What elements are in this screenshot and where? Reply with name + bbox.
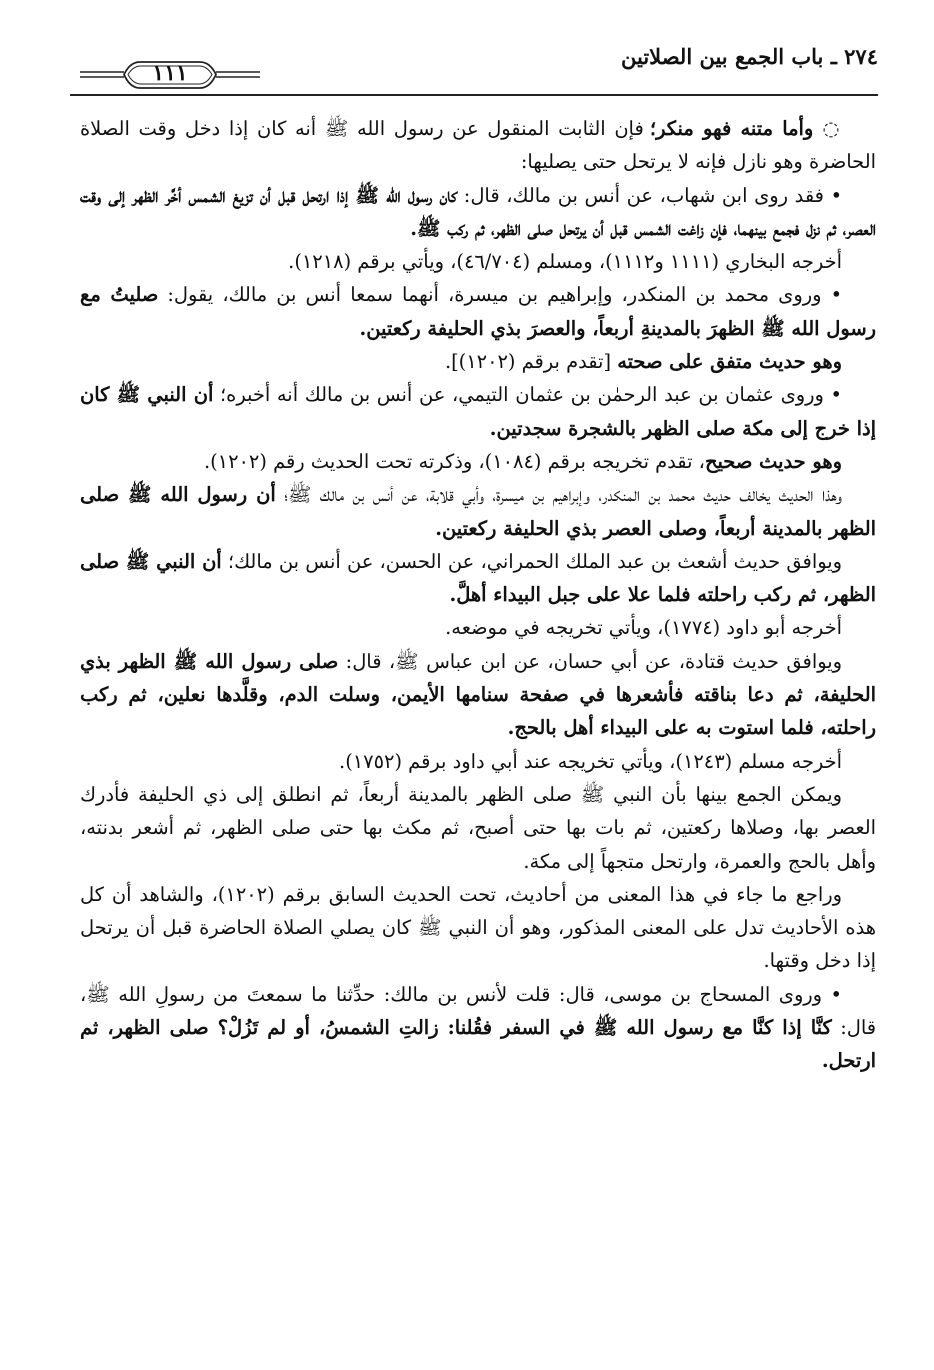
bold-segment: وهو حديث متفق على صحته (617, 350, 842, 374)
text-segment: ، تقدم تخريجه برقم (١٠٨٤)، وذكرته تحت الحديث رقم (١٢٠٢). (203, 449, 705, 473)
text-segment: ويوافق حديث أشعث بن عبد الملك الحمراني، عن الحسن، عن أنس بن مالك؛ (221, 549, 842, 573)
bold-segment: كان رسول الله ﷺ إذا ارتحل قبل أن تزيغ الشمس أخَّر الظهر إلى وقت العصر، ثم نزل فجمع بينهما، فإن زاغت الشمس قبل أن يرتحل صلى الظهر، ثم ركب ﷺ. (80, 183, 876, 240)
paragraph-p7 (80, 445, 876, 478)
page-header (70, 38, 878, 94)
text-segment: • فقد روى ابن شهاب، عن أنس بن مالك، قال: (457, 183, 843, 207)
bold-segment: ◌ وأما متنه فهو منكر؛ (649, 117, 842, 140)
page-number: ١١١ (152, 60, 188, 86)
bold-segment: صلى رسول الله ﷺ الظهر بذي الحليفة، ثم دعا بناقته فأشعرها في صفحة سنامها الأيمن، وسلت الدم، وقلَّدها نعلين، ثم ركب راحلته، فلما استوت به على البيداء أهل بالحج. (80, 649, 876, 740)
text-segment: ويمكن الجمع بينها بأن النبي ﷺ صلى الظهر بالمدينة أربعاً، ثم انطلق إلى ذي الحليفة فأدرك العصر بها، وصلاها ركعتين، ثم بات بها حتى أصبح، ثم مكث بها حتى صلى الظهر، ثم أشعر بدنته، وأهل بالحج والعمرة، وارتحل متجهاً إلى مكة. (80, 782, 876, 873)
text-segment: وهذا الحديث يخالف حديث محمد بن المنكدر، وإبراهيم بن ميسرة، وأبي قلابة، عن أنس بن مالك ﷺ؛ (275, 483, 842, 507)
body-text (80, 112, 876, 1078)
bold-segment: صليتُ مع رسول الله ﷺ الظهرَ بالمدينةِ أربعاً، والعصرَ بذي الحليفة ركعتين. (80, 283, 876, 340)
bold-segment: كنَّا إذا كنَّا مع رسول الله ﷺ في السفر فقُلنا: زالتِ الشمسُ، أو لم تَزُلْ؟ صلى الظهر، ثم ارتحل. (80, 1016, 876, 1073)
bold-segment: أن النبي ﷺ صلى الظهر، ثم ركب راحلته فلما علا على جبل البيداء أهلَّ. (80, 549, 876, 607)
bold-segment: أن النبي ﷺ كان إذا خرج إلى مكة صلى الظهر بالشجرة سجدتين. (80, 383, 876, 440)
paragraph-p14 (80, 878, 876, 978)
paragraph-p10 (80, 611, 876, 644)
text-segment: [تقدم برقم (١٢٠٢)]. (444, 350, 618, 374)
text-segment: • وروى محمد بن المنكدر، وإبراهيم بن ميسرة، أنهما سمعا أنس بن مالك، يقول: (158, 283, 843, 307)
text-segment: • وروى المسحاج بن موسى، قال: قلت لأنس بن مالك: حدِّثنا ما سمعتَ من رسولِ الله ﷺ، قال: (80, 982, 876, 1040)
bold-segment: أن رسول الله ﷺ صلى الظهر بالمدينة أربعاً، وصلى العصر بذي الحليفة ركعتين. (80, 483, 876, 540)
text-segment: أخرجه مسلم (١٢٤٣)، ويأتي تخريجه عند أبي داود برقم (١٧٥٢). (339, 749, 842, 773)
paragraph-p13 (80, 778, 876, 878)
paragraph-p9 (80, 545, 876, 612)
text-segment: أخرجه البخاري (١١١١ و١١١٢)، ومسلم (٤٦/٧٠٤)، ويأتي برقم (١٢١٨). (288, 250, 842, 274)
paragraph-p6 (80, 378, 876, 445)
text-segment: أخرجه أبو داود (١٧٧٤)، ويأتي تخريجه في موضعه. (445, 616, 842, 640)
page-number-ornament (80, 58, 260, 92)
paragraph-p2 (80, 179, 876, 246)
running-title: ٢٧٤ ـ باب الجمع بين الصلاتين (621, 44, 878, 69)
paragraph-p4 (80, 278, 876, 345)
paragraph-p8 (80, 478, 876, 545)
paragraph-p1 (80, 112, 876, 179)
bold-segment: وهو حديث صحيح (704, 449, 842, 473)
paragraph-p5 (80, 345, 876, 378)
paragraph-p3 (80, 245, 876, 278)
paragraph-p12 (80, 745, 876, 778)
text-segment: وراجع ما جاء في هذا المعنى من أحاديث، تحت الحديث السابق برقم (١٢٠٢)، والشاهد أن كل هذه الأحاديث تدل على المعنى المذكور، وهو أن النبي ﷺ كان يصلي الصلاة الحاضرة قبل أن يرتحل إذا دخل وقتها. (80, 882, 876, 973)
paragraph-p15 (80, 978, 876, 1078)
header-divider (70, 94, 878, 96)
paragraph-p11 (80, 645, 876, 745)
text-segment: فإن الثابت المنقول عن رسول الله ﷺ أنه كان إذا دخل وقت الصلاة الحاضرة وهو نازل فإنه لا يرتحل حتى يصليها: (80, 117, 876, 174)
text-segment: ويوافق حديث قتادة، عن أبي حسان، عن ابن عباس ﷺ، قال: (338, 649, 842, 673)
text-segment: • وروى عثمان بن عبد الرحمٰن بن عثمان التيمي، عن أنس بن مالك أنه أخبره؛ (213, 383, 842, 407)
